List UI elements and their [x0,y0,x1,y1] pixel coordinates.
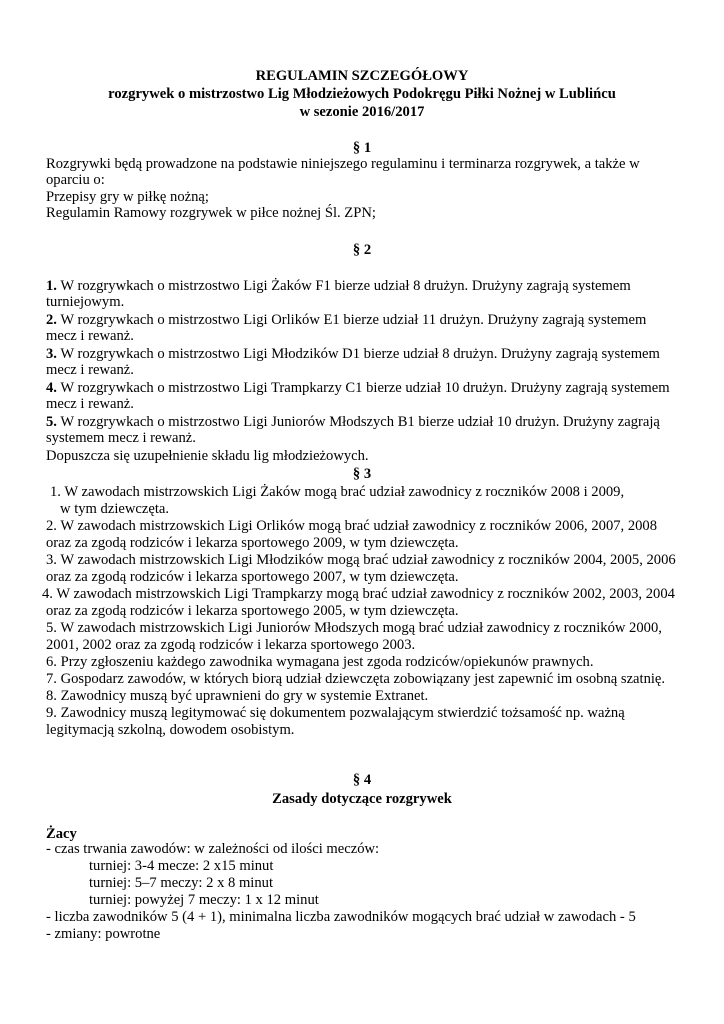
section-3-heading: § 3 [352,466,372,482]
list-item: - zmiany: powrotne [46,926,161,942]
list-item: 1. W zawodach mistrzowskich Ligi Żaków mogą brać udział zawodnicy z roczników 2008 i 2009, [50,484,625,500]
document-subtitle: rozgrywek o mistrzostwo Lig Młodzieżowych Podokręgu Piłki Nożnej w Lublińcu [108,86,616,102]
section-1-text: Regulamin Ramowy rozgrywek w piłce nożnej Śl. ZPN; [46,205,376,221]
list-item: turniejowym. [46,294,125,310]
list-item: 2001, 2002 oraz za zgodą rodziców i lekarza sportowego 2003. [46,637,416,653]
section-1-text: Przepisy gry w piłkę nożną; [46,189,209,205]
list-item: turniej: powyżej 7 meczy: 1 x 12 minut [89,892,319,908]
list-item: 5. W zawodach mistrzowskich Ligi Juniorów Młodszych mogą brać udział zawodnicy z roczników 2000, [46,620,662,636]
list-item: turniej: 3-4 mecze: 2 x15 minut [89,858,274,874]
list-item: 1. W rozgrywkach o mistrzostwo Ligi Żaków F1 bierze udział 8 drużyn. Drużyny zagrają systemem [46,278,631,294]
section-1-text: Rozgrywki będą prowadzone na podstawie niniejszego regulaminu i terminarza rozgrywek, a także w [46,156,640,172]
list-item: mecz i rewanż. [46,362,134,378]
list-item: 9. Zawodnicy muszą legitymować się dokumentem pozwalającym stwierdzić tożsamość np. ważną [46,705,625,721]
section-4-heading: § 4 [352,772,372,788]
list-item: 2. W zawodach mistrzowskich Ligi Orlików mogą brać udział zawodnicy z roczników 2006, 2007, 2008 [46,518,658,534]
list-item: - czas trwania zawodów: w zależności od ilości meczów: [46,841,380,857]
list-item: 8. Zawodnicy muszą być uprawnieni do gry w systemie Extranet. [46,688,429,704]
list-item: mecz i rewanż. [46,328,134,344]
section-1-heading: § 1 [352,140,372,156]
section-4-title: Zasady dotyczące rozgrywek [272,791,452,807]
section-1-text: oparciu o: [46,172,105,188]
list-item: oraz za zgodą rodziców i lekarza sportowego 2009, w tym dziewczęta. [46,535,459,551]
list-item: mecz i rewanż. [46,396,134,412]
list-item: - liczba zawodników 5 (4 + 1), minimalna liczba zawodników mogących brać udział w zawodach - 5 [46,909,636,925]
group-heading: Żacy [46,826,77,842]
list-item: 3. W zawodach mistrzowskich Ligi Młodzików mogą brać udział zawodnicy z roczników 2004, 2005, 2006 [46,552,676,568]
document-title: REGULAMIN SZCZEGÓŁOWY [255,68,469,84]
list-item: 6. Przy zgłoszeniu każdego zawodnika wymagana jest zgoda rodziców/opiekunów prawnych. [46,654,594,670]
list-item: oraz za zgodą rodziców i lekarza sportowego 2007, w tym dziewczęta. [46,569,459,585]
document-season: w sezonie 2016/2017 [299,104,425,120]
list-item: 5. W rozgrywkach o mistrzostwo Ligi Juniorów Młodszych B1 bierze udział 10 drużyn. Drużyny zagrają [46,414,660,430]
list-item: 3. W rozgrywkach o mistrzostwo Ligi Młodzików D1 bierze udział 8 drużyn. Drużyny zagrają systemem [46,346,660,362]
list-item: 4. W zawodach mistrzowskich Ligi Trampkarzy mogą brać udział zawodnicy z roczników 2002, 2003, 2004 [42,586,675,602]
list-item: 7. Gospodarz zawodów, w których biorą udział dziewczęta zobowiązany jest zapewnić im osobną szatnię. [46,671,666,687]
list-item: oraz za zgodą rodziców i lekarza sportowego 2005, w tym dziewczęta. [46,603,459,619]
list-item: legitymacją szkolną, dowodem osobistym. [46,722,295,738]
section-2-heading: § 2 [352,242,372,258]
list-item: 2. W rozgrywkach o mistrzostwo Ligi Orlików E1 bierze udział 11 drużyn. Drużyny zagrają systemem [46,312,647,328]
list-item: turniej: 5–7 meczy: 2 x 8 minut [89,875,274,891]
list-item: w tym dziewczęta. [60,501,169,517]
section-2-footer: Dopuszcza się uzupełnienie składu lig młodzieżowych. [46,448,369,464]
list-item: 4. W rozgrywkach o mistrzostwo Ligi Trampkarzy C1 bierze udział 10 drużyn. Drużyny zagrają systemem [46,380,670,396]
list-item: systemem mecz i rewanż. [46,430,196,446]
